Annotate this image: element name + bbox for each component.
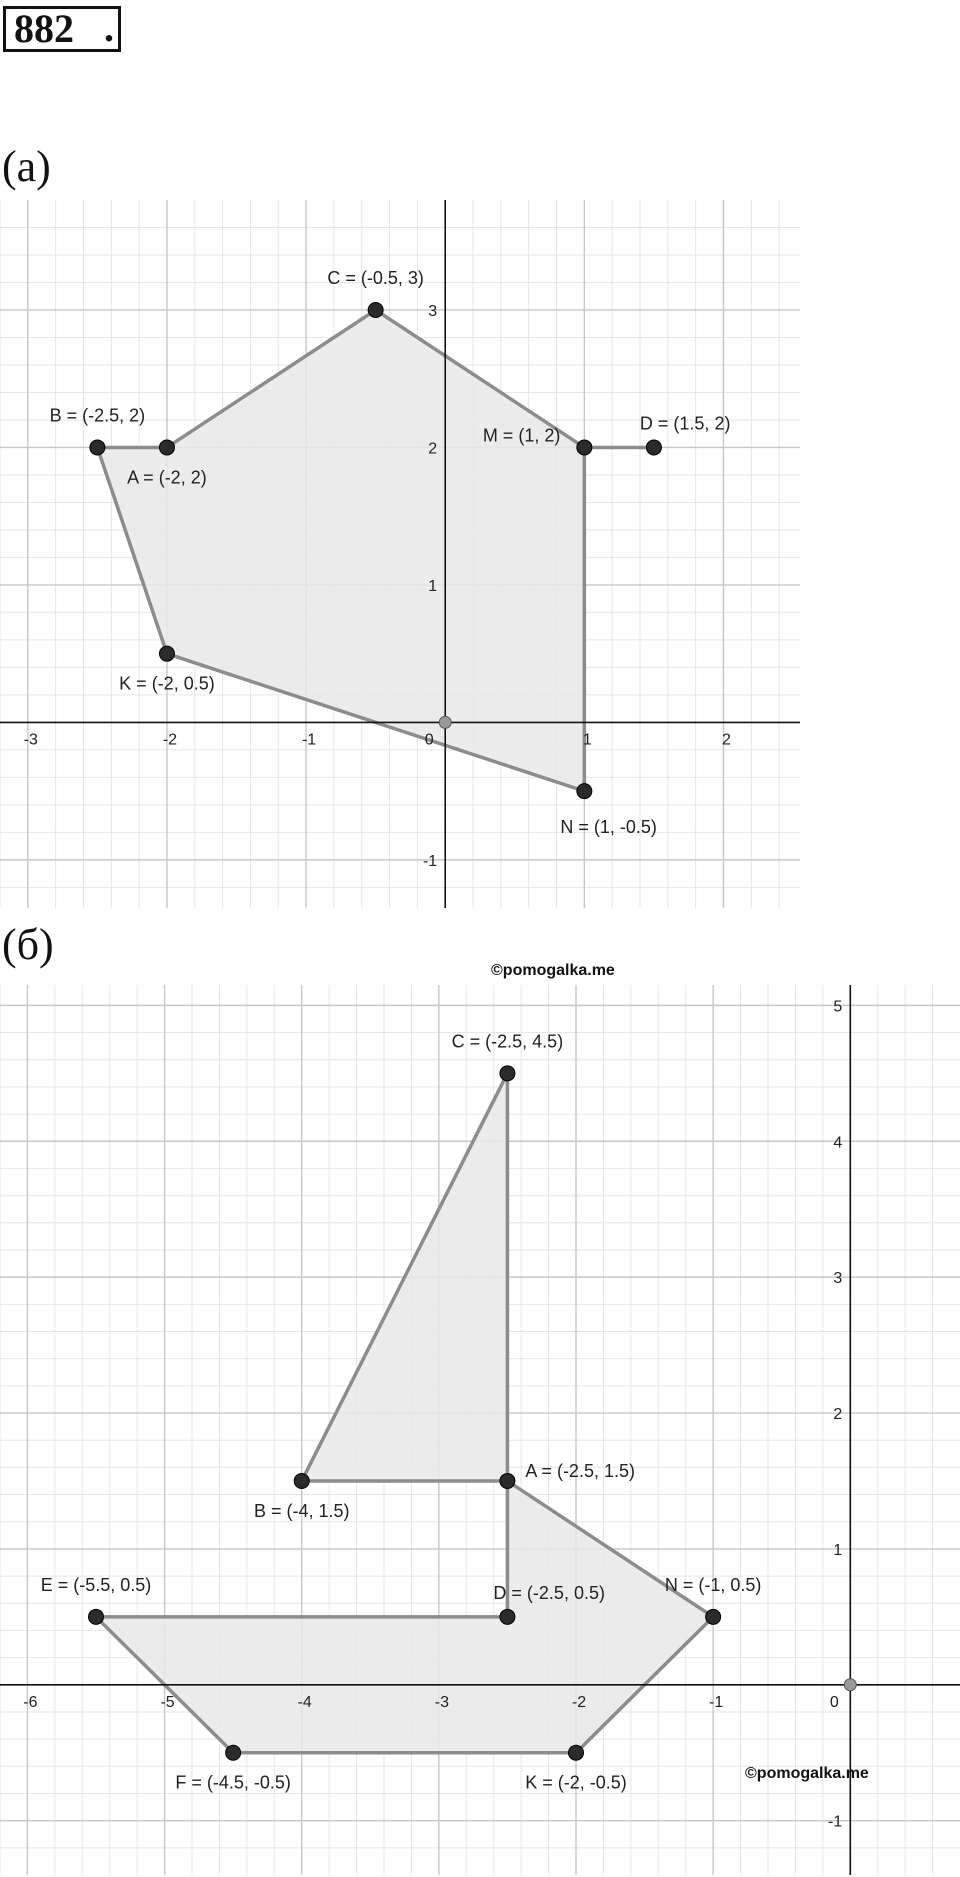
point-label-d: D = (-2.5, 0.5) [493, 1582, 605, 1603]
point-label-a: A = (-2.5, 1.5) [525, 1460, 635, 1481]
point-b [294, 1473, 309, 1488]
y-tick-label: -1 [422, 852, 438, 870]
x-tick-label: -2 [162, 731, 178, 749]
point-label-c: C = (-0.5, 3) [327, 267, 424, 288]
point-d [500, 1609, 515, 1624]
point-m [577, 440, 592, 455]
polygon-1 [97, 310, 654, 791]
point-label-d: D = (1.5, 2) [639, 413, 731, 434]
x-tick-label: -3 [434, 1693, 449, 1711]
point-label-k: K = (-2, -0.5) [525, 1772, 627, 1793]
y-tick-label: 3 [428, 302, 438, 320]
x-tick-label: -5 [160, 1693, 175, 1711]
y-tick-label: 1 [833, 1541, 843, 1559]
part-label-b: (б) [2, 920, 54, 969]
point-label-b: B = (-2.5, 2) [49, 405, 146, 426]
point-e [89, 1609, 104, 1624]
y-tick-label: 2 [833, 1406, 843, 1424]
x-tick-label: 2 [722, 731, 731, 749]
point-label-k: K = (-2, 0.5) [119, 673, 215, 694]
point-c [368, 302, 383, 317]
chart-a [0, 200, 800, 908]
point-label-a: A = (-2, 2) [127, 467, 207, 488]
origin-point [439, 716, 451, 728]
y-tick-label: 4 [833, 1134, 843, 1152]
point-label-n: N = (-1, 0.5) [664, 1574, 762, 1595]
problem-number-dot: . [104, 5, 114, 50]
y-tick-label: 3 [833, 1270, 843, 1288]
point-label-n: N = (1, -0.5) [560, 817, 657, 838]
point-f [226, 1745, 241, 1760]
point-label-b: B = (-4, 1.5) [253, 1500, 350, 1521]
origin-point [844, 1679, 856, 1691]
x-tick-label: -1 [709, 1693, 724, 1711]
problem-number-text: 882 [14, 6, 74, 51]
point-n [577, 784, 592, 799]
point-k [569, 1745, 584, 1760]
x-tick-label: -4 [297, 1693, 312, 1711]
point-c [500, 1066, 515, 1081]
x-tick-label: -1 [301, 731, 317, 749]
point-label-e: E = (-5.5, 0.5) [40, 1574, 152, 1595]
watermark-top: ©pomogalka.me [491, 962, 615, 979]
point-b [90, 440, 105, 455]
point-label-m: M = (1, 2) [482, 425, 561, 446]
x-tick-label: 0 [424, 731, 434, 749]
point-n [706, 1609, 721, 1624]
point-d [646, 440, 661, 455]
y-tick-label: -1 [828, 1813, 843, 1831]
y-tick-label: 1 [428, 577, 438, 595]
x-tick-label: -3 [23, 731, 38, 749]
y-tick-label: 5 [833, 998, 843, 1016]
point-label-c: C = (-2.5, 4.5) [451, 1031, 564, 1052]
watermark-bottom: ©pomogalka.me [745, 1765, 869, 1782]
x-tick-label: 0 [829, 1693, 839, 1711]
part-label-a: (а) [2, 142, 51, 191]
point-label-f: F = (-4.5, -0.5) [175, 1772, 291, 1793]
point-a [500, 1473, 515, 1488]
y-tick-label: 2 [428, 440, 438, 458]
chart-b [0, 985, 960, 1875]
x-tick-label: -2 [571, 1693, 587, 1711]
x-tick-label: -6 [23, 1693, 38, 1711]
point-a [159, 440, 174, 455]
point-k [159, 646, 174, 661]
x-tick-label: 1 [582, 731, 592, 749]
